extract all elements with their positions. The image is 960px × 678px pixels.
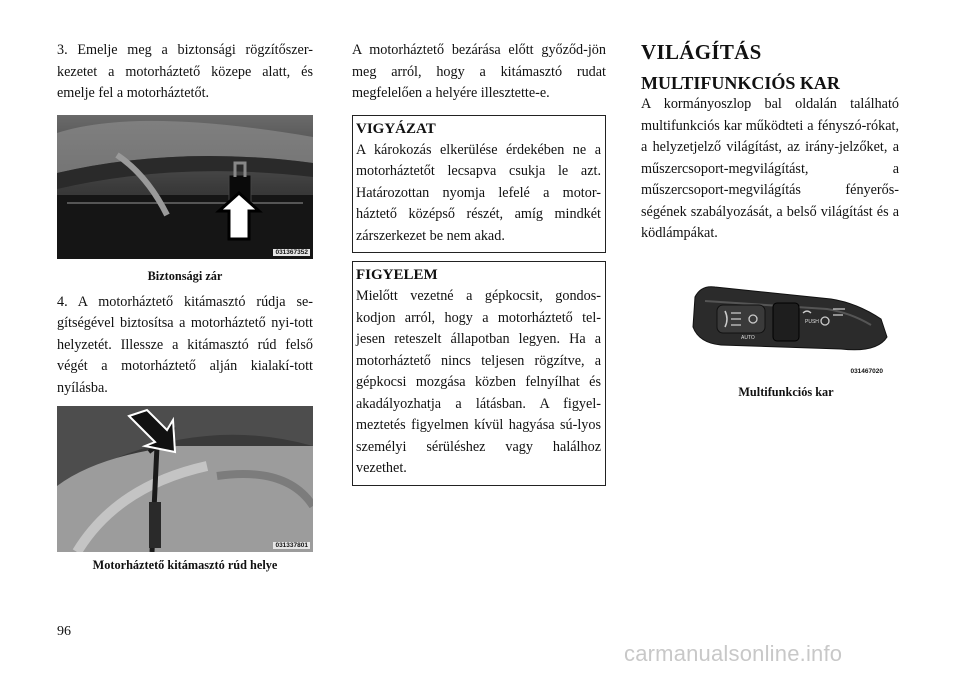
- lighting-body-text: A kormányoszlop bal oldalán található multifunkciós kar működteti a fényszó-rókat, a helyzetjelző világítást, az irány-jelzőket, a műszercsoport-megvilágítást, a műszercsoport-megvilágítás fényerős-ségének szabályozását, a belső világítást és a ködlámpákat.: [641, 96, 899, 241]
- section-title: VILÁGÍTÁS: [641, 40, 762, 64]
- step-4-text: 4. A motorháztető kitámasztó rúdja se-gítségével biztosítsa a motorháztető nyi-tott helyzetét. Illessze a kitámasztó rúd felső végét a motorháztető alján kialakí-tott nyílásba.: [57, 293, 313, 396]
- caution-text: Mielőtt vezetné a gépkocsit, gondos-kodjon arról, hogy a motorháztető tel-jesen reteszelt állapotban legyen. Ha a motorháztető nincs teljesen rögzítve, a gépkocsi mozgása közben felnyílhat és akadályozhatja a látásban. A figyel-meztetés figyelmen kívül hagyása sú-lyos személyi sérüléshez vagy halálhoz vezethet.: [356, 288, 601, 476]
- figure-caption: Multifunkciós kar: [738, 384, 834, 399]
- footer-watermark: carmanualsonline.info: [624, 641, 843, 666]
- caution-title: FIGYELEM: [356, 267, 438, 283]
- column-middle: [352, 40, 606, 486]
- prop-rod-image: [57, 406, 313, 552]
- figure-multifunction-lever: [681, 279, 891, 379]
- page-number: 96: [57, 624, 71, 639]
- column-right: [641, 40, 899, 400]
- caution-box: [352, 261, 606, 486]
- subsection-title: MULTIFUNKCIÓS KAR: [641, 73, 840, 93]
- figure-safety-latch: [57, 115, 313, 259]
- figure-prop-rod: [57, 406, 313, 552]
- multifunction-lever-image: [681, 279, 891, 379]
- intro-text: A motorháztető bezárása előtt győződ-jön meg arról, hogy a kitámasztó rudat megfelelően a helyére illesztette-e.: [352, 42, 606, 101]
- figure-code: 031367352: [275, 248, 308, 256]
- figure-caption: Motorháztető kitámasztó rúd helye: [92, 558, 278, 572]
- safety-latch-image: [57, 115, 313, 259]
- warning-title: VIGYÁZAT: [356, 120, 436, 137]
- stalk-push-label: PUSH: [805, 318, 819, 325]
- warning-text: A károkozás elkerülése érdekében ne a motorháztetőt lecsapva csukja le azt. Határozottan nyomja lefelé a motor-háztető középső részét, amíg mindkét zárszerkezet be nem akad.: [356, 141, 601, 244]
- figure-code: 031467020: [850, 367, 883, 375]
- warning-box: [352, 115, 606, 254]
- stalk-auto-label: AUTO: [741, 334, 755, 341]
- column-left: [57, 40, 313, 573]
- figure-caption: Biztonsági zár: [147, 268, 223, 283]
- step-3-text: 3. Emelje meg a biztonsági rögzítőszer-kezetet a motorháztető közepe alatt, és emelje fel a motorháztetőt.: [57, 42, 313, 101]
- figure-code: 031337801: [275, 542, 308, 549]
